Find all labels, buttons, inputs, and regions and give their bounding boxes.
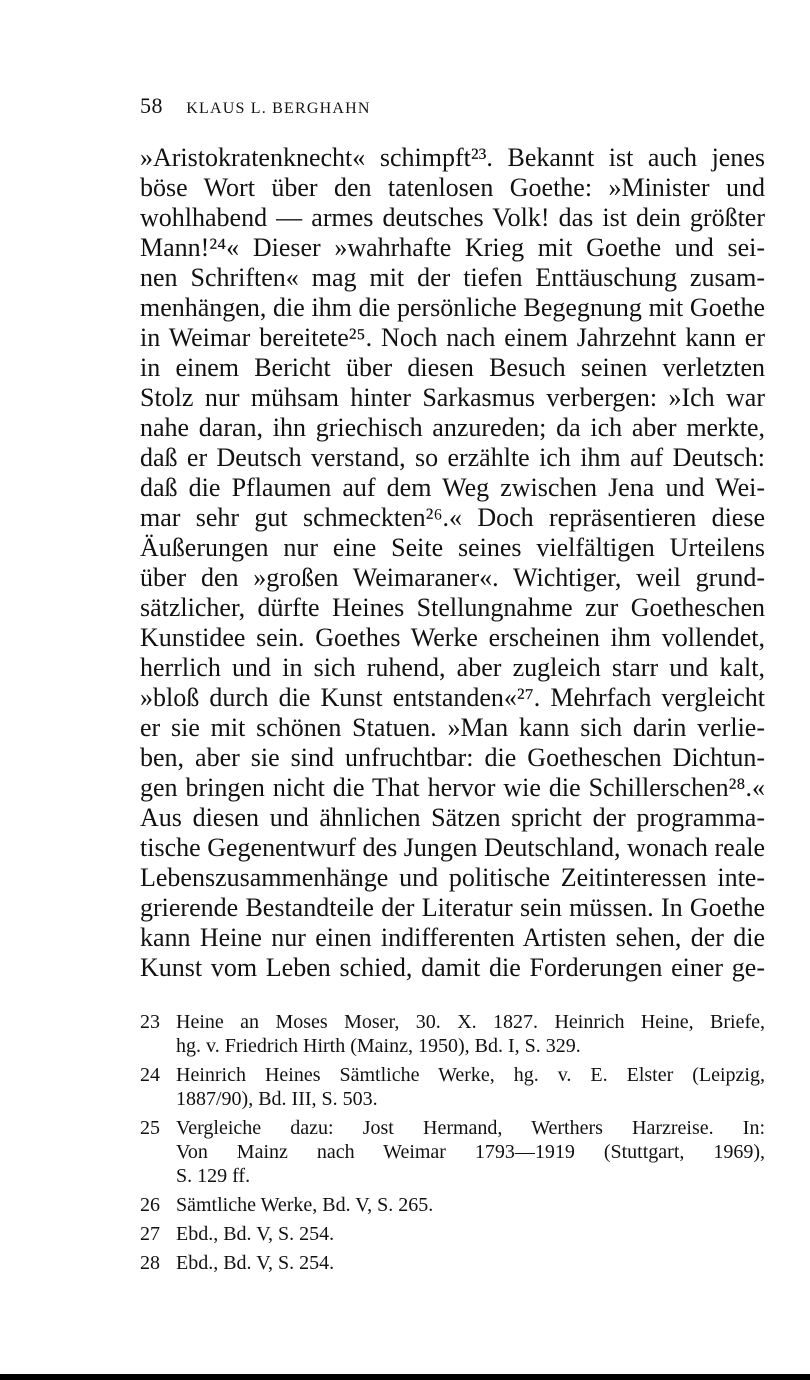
body-line: über den »großen Weimaraner«. Wichtiger, weil grund- (140, 563, 765, 592)
body-line: ben, aber sie sind unfruchtbar: die Goetheschen Dichtun- (140, 743, 765, 772)
footnote (140, 1251, 765, 1275)
footnote-number: 27 (140, 1223, 160, 1245)
body-line: nen Schriften« mag mit der tiefen Enttäuschung zusam- (140, 263, 765, 292)
body-line: wohlhabend — armes deutsches Volk! das ist dein größter (140, 203, 765, 232)
scan-edge (0, 1374, 810, 1380)
body-line: kann Heine nur einen indifferenten Artisten sehen, der die (140, 923, 765, 952)
footnote-row: 1887/90), Bd. III, S. 503. (176, 1088, 378, 1110)
body-line: Kunst vom Leben schied, damit die Forderungen einer ge- (140, 953, 765, 982)
body-line: herrlich und in sich ruhend, aber zugleich starr und kalt, (140, 653, 765, 682)
body-line: grierende Bestandteile der Literatur sein müssen. In Goethe (140, 893, 765, 922)
page-header (140, 93, 371, 119)
body-line: nahe daran, ihn griechisch anzureden; da ich aber merkte, (140, 413, 765, 442)
footnotes (140, 1010, 765, 1280)
body-line: Aus diesen und ähnlichen Sätzen spricht der programma- (140, 803, 765, 832)
footnote-number: 26 (140, 1194, 160, 1216)
body-line: mar sehr gut schmeckten²⁶.« Doch repräsentieren diese (140, 503, 765, 532)
footnote (140, 1222, 765, 1246)
footnote-row: hg. v. Friedrich Hirth (Mainz, 1950), Bd. I, S. 329. (176, 1035, 581, 1057)
footnote-row: Heine an Moses Moser, 30. X. 1827. Heinrich Heine, Briefe, (176, 1011, 765, 1033)
footnote-row: Heinrich Heines Sämtliche Werke, hg. v. E. Elster (Leipzig, (176, 1064, 765, 1086)
body-line: Mann!²⁴« Dieser »wahrhafte Krieg mit Goethe und sei- (140, 233, 765, 262)
footnote-number: 23 (140, 1011, 160, 1033)
footnote-row: Sämtliche Werke, Bd. V, S. 265. (176, 1194, 434, 1216)
body-line: sätzlicher, dürfte Heines Stellungnahme zur Goetheschen (140, 593, 765, 622)
footnote-number: 28 (140, 1252, 160, 1274)
body-line: böse Wort über den tatenlosen Goethe: »Minister und (140, 173, 765, 202)
body-line: menhängen, die ihm die persönliche Begegnung mit Goethe (140, 293, 765, 322)
body-line: gen bringen nicht die That hervor wie die Schillerschen²⁸.« (140, 773, 765, 802)
body-line: er sie mit schönen Statuen. »Man kann sich darin verlie- (140, 713, 765, 742)
body-text (140, 143, 765, 983)
body-line: daß er Deutsch verstand, so erzählte ich ihm auf Deutsch: (140, 443, 765, 472)
body-line: Lebenszusammenhänge und politische Zeitinteressen inte- (140, 863, 765, 892)
body-line: »Aristokratenknecht« schimpft²³. Bekannt ist auch jenes (140, 143, 765, 172)
footnote-row: Ebd., Bd. V, S. 254. (176, 1252, 335, 1274)
footnote-number: 24 (140, 1064, 160, 1086)
body-line: »bloß durch die Kunst entstanden«²⁷. Mehrfach vergleicht (140, 683, 765, 712)
body-line: Kunstidee sein. Goethes Werke erscheinen ihm vollendet, (140, 623, 765, 652)
body-line: Stolz nur mühsam hinter Sarkasmus verbergen: »Ich war (140, 383, 765, 412)
footnote (140, 1193, 765, 1217)
body-line: in Weimar bereitete²⁵. Noch nach einem Jahrzehnt kann er (140, 323, 765, 352)
running-head: KLAUS L. BERGHAHN (186, 100, 371, 117)
footnote-row: Von Mainz nach Weimar 1793—1919 (Stuttgart, 1969), (176, 1141, 765, 1163)
footnote (140, 1116, 765, 1188)
footnote-row: Ebd., Bd. V, S. 254. (176, 1223, 335, 1245)
footnote-number: 25 (140, 1117, 160, 1139)
body-line: tische Gegenentwurf des Jungen Deutschland, wonach reale (140, 833, 765, 862)
footnote-row: Vergleiche dazu: Jost Hermand, Werthers Harzreise. In: (176, 1117, 765, 1139)
body-line: in einem Bericht über diesen Besuch seinen verletzten (140, 353, 765, 382)
body-line: daß die Pflaumen auf dem Weg zwischen Jena und Wei- (140, 473, 765, 502)
page-number: 58 (140, 93, 163, 118)
footnote-row: S. 129 ff. (176, 1165, 251, 1187)
body-line: Äußerungen nur eine Seite seines vielfältigen Urteilens (140, 533, 765, 562)
footnote (140, 1063, 765, 1111)
footnote (140, 1010, 765, 1058)
